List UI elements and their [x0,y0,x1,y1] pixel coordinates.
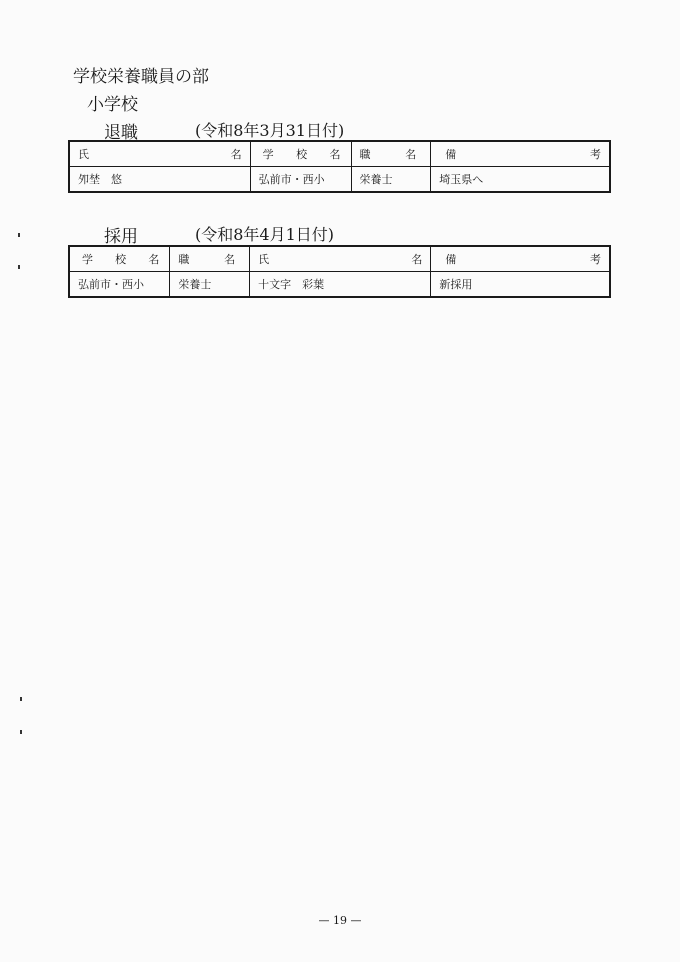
hiring-date: (令和8年4月1日付) [195,225,335,244]
cell-school: 弘前市・西小 [250,167,351,193]
table-row [69,272,610,298]
header-name: 氏 名 [69,141,250,167]
retirement-heading-label: 退職 [104,123,138,143]
header-note: 備 考 [431,246,610,272]
header-position: 職 名 [351,141,431,167]
retirement-header-row [69,141,610,167]
page-number: — 19 — [318,914,362,927]
cell-position: 栄養士 [170,272,250,298]
hiring-heading [104,222,335,247]
scan-mark [20,697,22,701]
hiring-heading-label: 採用 [104,227,138,247]
cell-name: 十文字 彩葉 [250,272,431,298]
retirement-table [68,140,611,193]
header-school: 学 校 名 [250,141,351,167]
scan-mark [18,265,20,269]
sub-title: 小学校 [87,95,138,115]
header-position: 職 名 [170,246,250,272]
hiring-header-row [69,246,610,272]
section-title: 学校栄養職員の部 [73,67,209,87]
hiring-table [68,245,611,298]
header-note: 備 考 [431,141,610,167]
table-row [69,167,610,193]
header-school: 学 校 名 [69,246,170,272]
cell-note: 埼玉県へ [431,167,610,193]
retirement-date: (令和8年3月31日付) [195,121,345,140]
cell-name: 夘埜 悠 [69,167,250,193]
scan-mark [18,233,20,237]
header-name: 氏 名 [250,246,431,272]
scan-mark [20,730,22,734]
cell-position: 栄養士 [351,167,431,193]
cell-school: 弘前市・西小 [69,272,170,298]
cell-note: 新採用 [431,272,610,298]
